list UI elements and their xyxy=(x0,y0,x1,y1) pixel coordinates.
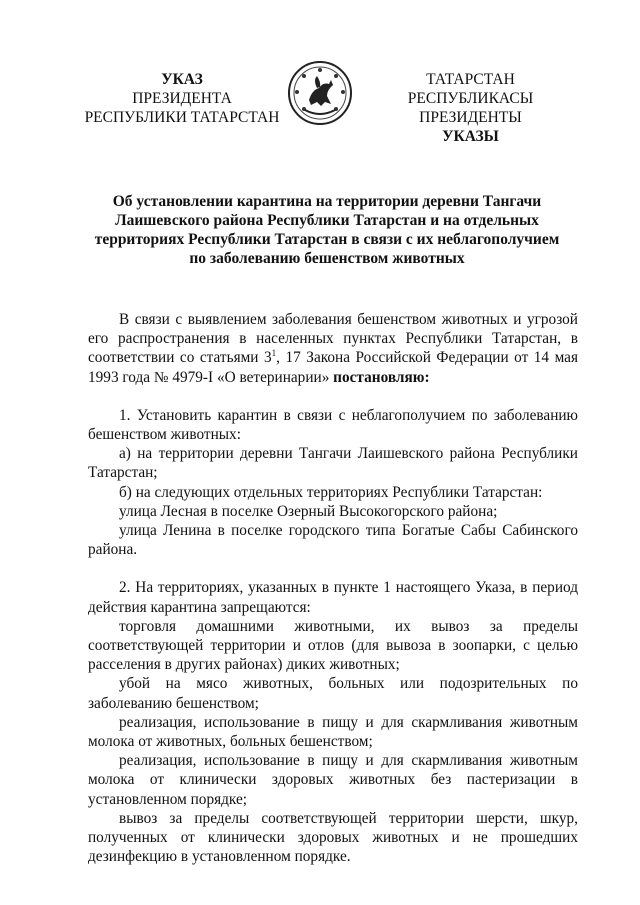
item2-prohibition-5: вывоз за пределы соответствующей территории шерсти, шкур, полученных от клинически здоровых животных и не прошедших дезинфекцию в установленном порядке. xyxy=(88,809,578,866)
item1-lead: 1. Установить карантин в связи с неблагополучием по заболеванию бешенством животных: xyxy=(88,406,578,444)
decree-title xyxy=(92,192,562,268)
intro-superscript: 1 xyxy=(271,348,277,359)
item2-prohibition-2: убой на мясо животных, больных или подозрительных по заболеванию бешенством; xyxy=(88,675,578,712)
title-line-1: Об установлении карантина на территории деревни Тангачи xyxy=(112,193,542,210)
title-line-3: территориях Республики Татарстан в связи с их неблагополучием xyxy=(94,231,560,248)
item1-street-2: улица Ленина в поселке городского типа Богатые Сабы Сабинского района. xyxy=(88,522,578,559)
item1-subitem-b: б) на следующих отдельных территориях Республики Татарстан: xyxy=(119,483,543,501)
header-left-line-3: РЕСПУБЛИКИ ТАТАРСТАН xyxy=(84,109,280,126)
header-left-russian xyxy=(82,70,282,127)
item2-lead: 2. На территориях, указанных в пункте 1 настоящего Указа, в период действия карантина запрещаются: xyxy=(88,579,578,616)
item2-prohibition-4: реализация, использование в пищу и для скармливания животным молока от клинически здоровых животных без пастеризации в установленном порядке; xyxy=(88,752,578,808)
header-right-line-2: ПРЕЗИДЕНТЫ xyxy=(419,109,522,126)
title-line-4: по заболеванию бешенством животных xyxy=(189,250,465,267)
intro-paragraph xyxy=(88,310,578,387)
header-left-line-2: ПРЕЗИДЕНТА xyxy=(132,90,232,107)
title-line-2: Лаишевского района Республики Татарстан и на отдельных xyxy=(115,212,539,229)
decree-body xyxy=(88,310,578,866)
intro-resolve-word: постановляю: xyxy=(333,368,430,386)
intro-text-a: В связи с выявлением заболевания бешенством животных и угрозой его распространения в населенных пунктах Республики Татарстан, в соответствии со статьями 3 xyxy=(88,311,578,367)
item1-street-1: улица Лесная в поселке Озерный Высокогорского района; xyxy=(119,502,498,520)
item2-prohibition-1: торговля домашними животными, их вывоз за пределы соответствующей территории и отлов (для вывоза в зоопарки, с целью расселения в других районах) диких животных; xyxy=(88,617,578,674)
item1-subitem-a: а) на территории деревни Тангачи Лаишевского района Республики Татарстан; xyxy=(88,445,578,482)
tatarstan-emblem-icon xyxy=(287,60,353,126)
item2-prohibition-3: реализация, использование в пищу и для скармливания животным молока от животных, больных бешенством; xyxy=(88,713,578,751)
header-right-line-3: УКАЗЫ xyxy=(442,128,499,145)
header-left-line-1: УКАЗ xyxy=(161,71,203,88)
document-header xyxy=(0,70,640,160)
header-right-tatar xyxy=(368,70,573,146)
header-right-line-1: ТАТАРСТАН РЕСПУБЛИКАСЫ xyxy=(407,71,534,107)
intro-text-b: , 17 Закона Российской Федерации от 14 мая 1993 года № 4979-I «О ветеринарии» xyxy=(88,349,578,386)
